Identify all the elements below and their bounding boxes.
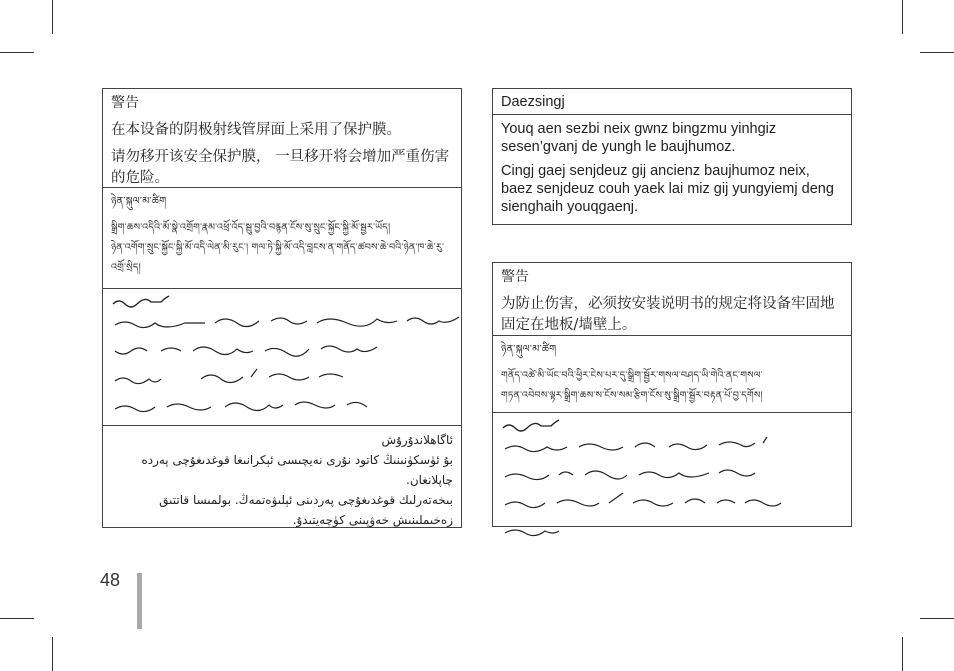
crop-mark bbox=[0, 618, 34, 619]
zhuang-text-cell bbox=[493, 115, 851, 220]
page-number-bar bbox=[137, 573, 142, 629]
left-warning-table bbox=[102, 88, 462, 528]
mongolian-script-line bbox=[111, 343, 453, 365]
mongolian-script-line bbox=[501, 523, 843, 545]
tibetan-install-warning-cell bbox=[493, 336, 851, 413]
mongolian-warning-cell bbox=[103, 289, 461, 426]
uyghur-warning-text-2: بىخەتەرلىك قوغدىغۇچى پەردىنى ئېلىۋەتمەڭ. بولمىسا قاتتىق زەخىملىنىش خەۋپىنى كۈچەيتىدۇ. bbox=[159, 493, 453, 527]
tibetan-warning-cell bbox=[103, 188, 461, 289]
mongolian-script-line bbox=[111, 295, 453, 309]
chinese-warning-title: 警告 bbox=[111, 95, 139, 111]
mongolian-script-line bbox=[501, 467, 843, 489]
zhuang-warning-table bbox=[492, 88, 852, 225]
mongolian-script-line bbox=[501, 495, 843, 517]
zhuang-warning-text-1: Youq aen sezbi neix gwnz bingzmu yinhgiz sesen’gvanj de yungh le baujhumoz. bbox=[501, 121, 777, 155]
crop-mark bbox=[52, 637, 53, 671]
right-warning-table bbox=[492, 262, 852, 527]
crop-mark bbox=[902, 637, 903, 671]
mongolian-script-line bbox=[111, 399, 453, 421]
zhuang-warning-title: Daezsingj bbox=[501, 94, 565, 110]
tibetan-install-warning-text-2: གཏན་འབེབས་ལྟར་སྒྲིག་ཆས་ས་ངོས་སམ་རྩིག་ངོས་སུ་སྒྲིག་སྦྱོར་བརྟན་པོ་བྱ་དགོས། bbox=[501, 390, 763, 401]
crop-mark bbox=[52, 0, 53, 34]
mongolian-script-line bbox=[501, 419, 843, 433]
chinese-warning-cell bbox=[103, 89, 461, 188]
uyghur-warning-text-1: بۇ ئۈسكۈنىنىڭ كاتود نۇرى نەيچىسى ئېكرانىغا قوغدىغۇچى پەردە چاپلانغان. bbox=[141, 453, 453, 487]
mongolian-script-line bbox=[111, 315, 453, 337]
zhuang-warning-text-2: Cingj gaej senjdeuz gij ancienz baujhumoz neix, baez senjdeuz couh yaek lai miz gij yungyiemj deng sienghaih youqgaenj. bbox=[501, 163, 834, 215]
zhuang-title-cell bbox=[493, 89, 851, 115]
tibetan-warning-title: ཉེན་སྐུལ་མ་ཚིག bbox=[111, 196, 167, 207]
page-number: 48 bbox=[100, 570, 121, 590]
mongolian-script-line bbox=[501, 439, 843, 461]
chinese-install-warning-title: 警告 bbox=[501, 269, 529, 285]
tibetan-install-warning-text-1: གནོད་འཚེ་མི་ཡོང་བའི་ཕྱིར་ངེས་པར་དུ་སྒྲིག་སྦྱོར་གསལ་བཤད་ཡི་གེའི་ནང་གསལ་ bbox=[501, 370, 763, 381]
tibetan-install-warning-title: ཉེན་སྐུལ་མ་ཚིག bbox=[501, 344, 557, 355]
chinese-install-warning-text: 为防止伤害，必须按安装说明书的规定将设备牢固地固定在地板/墙壁上。 bbox=[501, 296, 835, 333]
mongolian-script-line bbox=[111, 371, 453, 393]
tibetan-warning-text-1: སྒྲིག་ཆས་འདིའི་མོ་སྣེ་འགྲོག་རྣམ་འཕྲོ་འོད་སྦུ་བྱའི་བརྙན་ངོས་སུ་སྲུང་སྐྱོང་སྐྱི་མོ་སྦྱར་ཡོད། bbox=[111, 222, 391, 233]
crop-mark bbox=[920, 618, 954, 619]
crop-mark bbox=[902, 0, 903, 34]
crop-mark bbox=[0, 52, 34, 53]
chinese-install-warning-cell bbox=[493, 263, 851, 336]
uyghur-warning-title: ئاگاھلاندۇرۇش bbox=[381, 433, 453, 447]
mongolian-install-warning-cell bbox=[493, 413, 851, 555]
uyghur-warning-cell bbox=[103, 426, 461, 527]
chinese-warning-text-1: 在本设备的阴极射线管屏面上采用了保护膜。 bbox=[111, 122, 401, 138]
tibetan-warning-text-2: ཉེན་འགོག་སྲུང་སྐྱོང་སྐྱི་མོ་འདི་ལེན་མི་རུང་། གལ་ཏེ་སྐྱི་མོ་འདི་བླངས་ན་གནོད་ཚབས་ཆེ་བའི་ཉེན་ཁ་ཆེ་རུ་འགྲོ་སྲིད། bbox=[111, 242, 445, 273]
chinese-warning-text-2: 请勿移开该安全保护膜， 一旦移开将会增加严重伤害的危险。 bbox=[111, 149, 450, 186]
crop-mark bbox=[920, 52, 954, 53]
